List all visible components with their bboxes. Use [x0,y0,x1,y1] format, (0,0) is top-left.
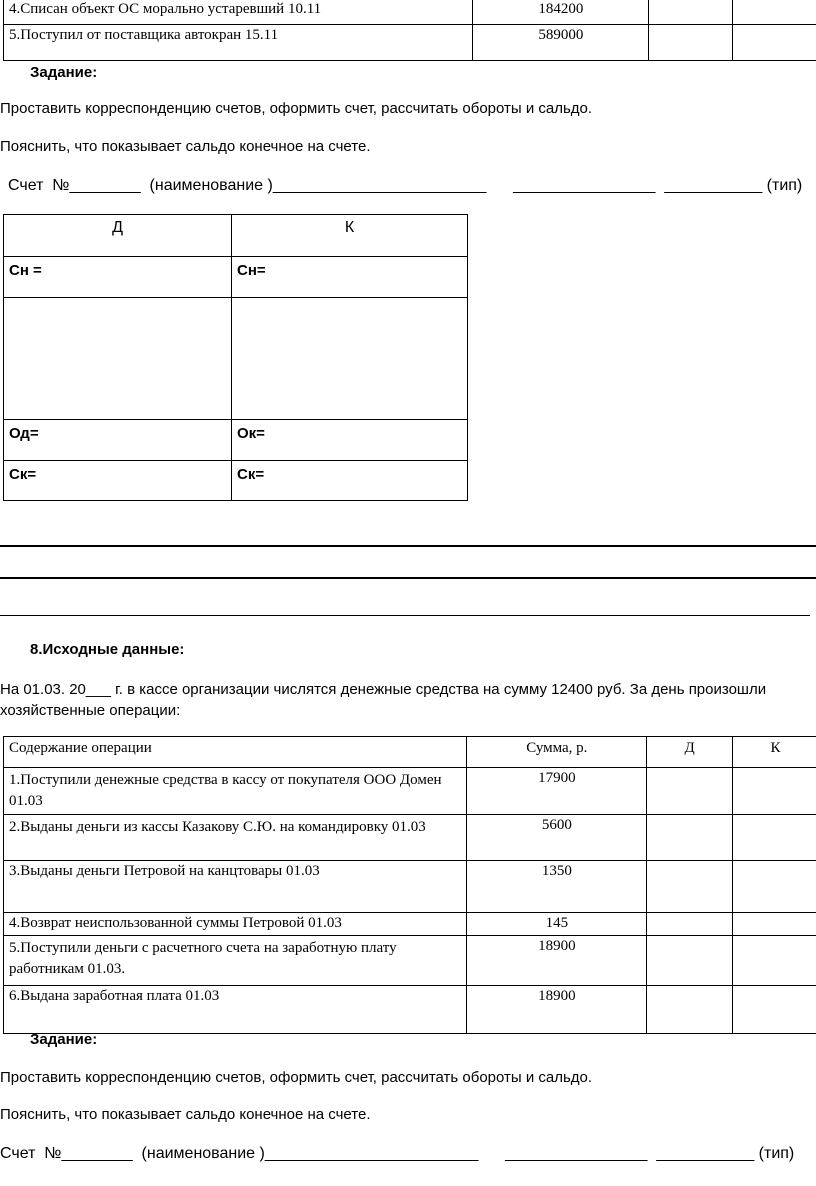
credit-cell[interactable] [733,815,816,861]
table-row [4,913,816,936]
opening-balance-credit: Сн= [232,257,468,298]
column-header-content: Содержание операции [4,737,467,768]
column-header-sum: Сумма, р. [467,737,647,768]
operation-text: 6.Выдана заработная плата 01.03 [4,986,467,1034]
operation-amount: 145 [467,913,647,936]
account-header-line: Счет №________ (наименование )________________________ ________________ ___________ (тип) [8,177,803,194]
column-header-credit: К [733,737,816,768]
task-instruction: Пояснить, что показывает сальдо конечное на счете. [0,1106,371,1123]
debit-cell[interactable] [647,768,733,815]
operation-text: 4.Списан объект ОС морально устаревший 10.11 [4,0,473,25]
t-account-table [3,214,468,501]
divider-line [0,615,810,616]
operation-amount: 17900 [467,768,647,815]
debit-cell[interactable] [647,986,733,1034]
credit-cell[interactable] [733,986,816,1034]
closing-balance-debit: Ск= [4,461,232,501]
credit-cell[interactable] [733,768,816,815]
credit-header: К [232,215,468,257]
operation-text: 1.Поступили денежные средства в кассу от покупателя ООО Домен 01.03 [4,768,467,815]
debit-cell[interactable] [649,0,733,25]
divider-line [0,545,816,547]
section-intro: На 01.03. 20___ г. в кассе организации числятся денежные средства на сумму 12400 руб. За день произошли хозяйственные операции: [0,681,767,719]
operation-text: 3.Выданы деньги Петровой на канцтовары 01.03 [4,861,467,913]
table-row [4,25,816,61]
divider-line [0,577,816,579]
column-header-debit: Д [647,737,733,768]
closing-balance-credit: Ск= [232,461,468,501]
debit-turnover: Од= [4,420,232,461]
operation-text: 5.Поступили деньги с расчетного счета на заработную плату работникам 01.03. [4,936,467,986]
debit-entries-area[interactable] [4,298,232,420]
account-header-line: Счет №________ (наименование )________________________ ________________ ___________ (тип) [0,1145,795,1162]
debit-cell[interactable] [647,913,733,936]
debit-header: Д [4,215,232,257]
task-instruction: Проставить корреспонденцию счетов, оформить счет, рассчитать обороты и сальдо. [0,1069,593,1086]
table-row [4,0,816,25]
table-row [4,936,816,986]
section-heading: 8.Исходные данные: [30,641,185,658]
operation-text: 2.Выданы деньги из кассы Казакову С.Ю. на командировку 01.03 [4,815,467,861]
credit-cell[interactable] [733,25,816,61]
task-heading: Задание: [30,64,98,81]
credit-cell[interactable] [733,913,816,936]
credit-entries-area[interactable] [232,298,468,420]
task-heading: Задание: [30,1031,98,1048]
operation-amount: 5600 [467,815,647,861]
task-instruction: Проставить корреспонденцию счетов, оформить счет, рассчитать обороты и сальдо. [0,100,593,117]
table-row [4,768,816,815]
operation-amount: 18900 [467,986,647,1034]
table-row [4,815,816,861]
operation-amount: 18900 [467,936,647,986]
credit-cell[interactable] [733,936,816,986]
task-instruction: Пояснить, что показывает сальдо конечное на счете. [0,138,371,155]
operation-amount: 1350 [467,861,647,913]
top-operations-table [3,0,816,61]
credit-cell[interactable] [733,861,816,913]
table-row [4,861,816,913]
operation-text: 5.Поступил от поставщика автокран 15.11 [4,25,473,61]
debit-cell[interactable] [647,815,733,861]
operation-text: 4.Возврат неиспользованной суммы Петровой 01.03 [4,913,467,936]
debit-cell[interactable] [647,861,733,913]
debit-cell[interactable] [647,936,733,986]
operations-table [3,736,816,1034]
credit-turnover: Ок= [232,420,468,461]
operation-amount: 184200 [473,0,649,25]
table-row [4,986,816,1034]
credit-cell[interactable] [733,0,816,25]
opening-balance-debit: Сн = [4,257,232,298]
table-header-row [4,737,816,768]
operation-amount: 589000 [473,25,649,61]
debit-cell[interactable] [649,25,733,61]
